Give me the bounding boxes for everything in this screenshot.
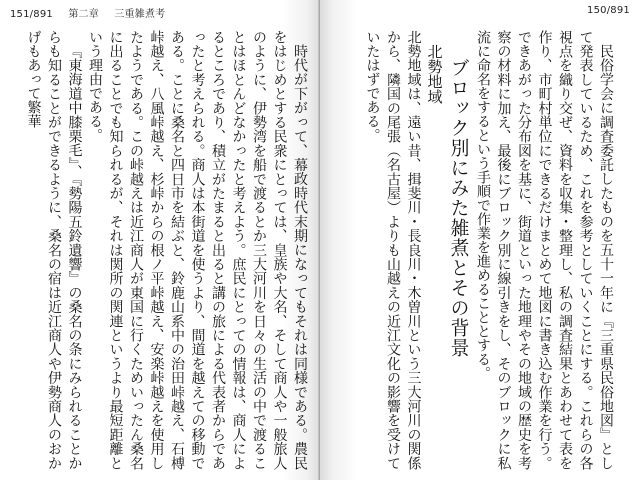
left-page-header <box>10 5 177 20</box>
body-paragraph: 時代が下がって、幕政時代末期になってもそれは同様である。農民をはじめとする民衆にとっては、皇族や大名、そして商人や一般旅人のように、伊勢湾を船で渡るとか三大河川を日々の生活の中で渡ることはほとんどなかったと考えよう。庶民にとっての情報は、商人によるところであり、積立がたまると出ると講の旅による代表者からであったと考えられる。商人は本街道を使うより、間道を越えての移動である。ことに桑名と四日市を結ぶと、鈴鹿山系中の治田峠越え、石榑峠越え、八風峠越え、杉峠からの根ノ平峠越え、安楽峠越えを使用したようである。この峠越えは近江商人が東国に行くためいったん桑名に出ることでも知られるが、それは関所の関連というより最短距離という理由である。 <box>87 30 308 470</box>
right-page-body <box>326 30 616 470</box>
section-heading: 北勢地域 <box>425 44 444 104</box>
right-page[interactable] <box>320 0 640 480</box>
left-page-body <box>10 30 310 470</box>
body-paragraph: 『東海道中膝栗毛』、『勢陽五鈴遺響』の桑名の条にみられることからも知ることができるように、桑名の宿は近江商人や伊勢商人のおかげもあって繁華 <box>25 30 83 470</box>
intro-paragraph: 民俗学会に調査委託したものを五十一年に『三重県民俗地図』として発表しているため、これを参考としていくことにする。これらの各視点を織り交ぜ、資料を収集・整理し、私の調査結果とあわせて表を作り、市町村単位にできるだけまとめて地図に書き込む作業を行う。できあがった分布図を基に、街道といった地理やその地域の歴史を考察の材料に加え、最後にブロック別に線引きをし、そのブロックに私流に命名をするという手順で作業を進めることとする。 <box>475 30 614 470</box>
chapter-heading: ブロック別にみた雑煮とその背景 <box>447 58 470 358</box>
section-paragraph: 北勢地域は、遠い昔、揖斐川・長良川・木曽川という三大河川の関係から、隣国の尾張（名古屋）よりも山越えの近江文化の影響を受けていたはずである。 <box>364 30 422 470</box>
chapter-label: 第二章 <box>68 9 99 20</box>
chapter-name: 三重雑煮考 <box>114 9 166 20</box>
right-page-number: 150/891 <box>587 5 630 16</box>
right-page-header <box>587 5 630 16</box>
left-page-number: 151/891 <box>10 9 53 20</box>
